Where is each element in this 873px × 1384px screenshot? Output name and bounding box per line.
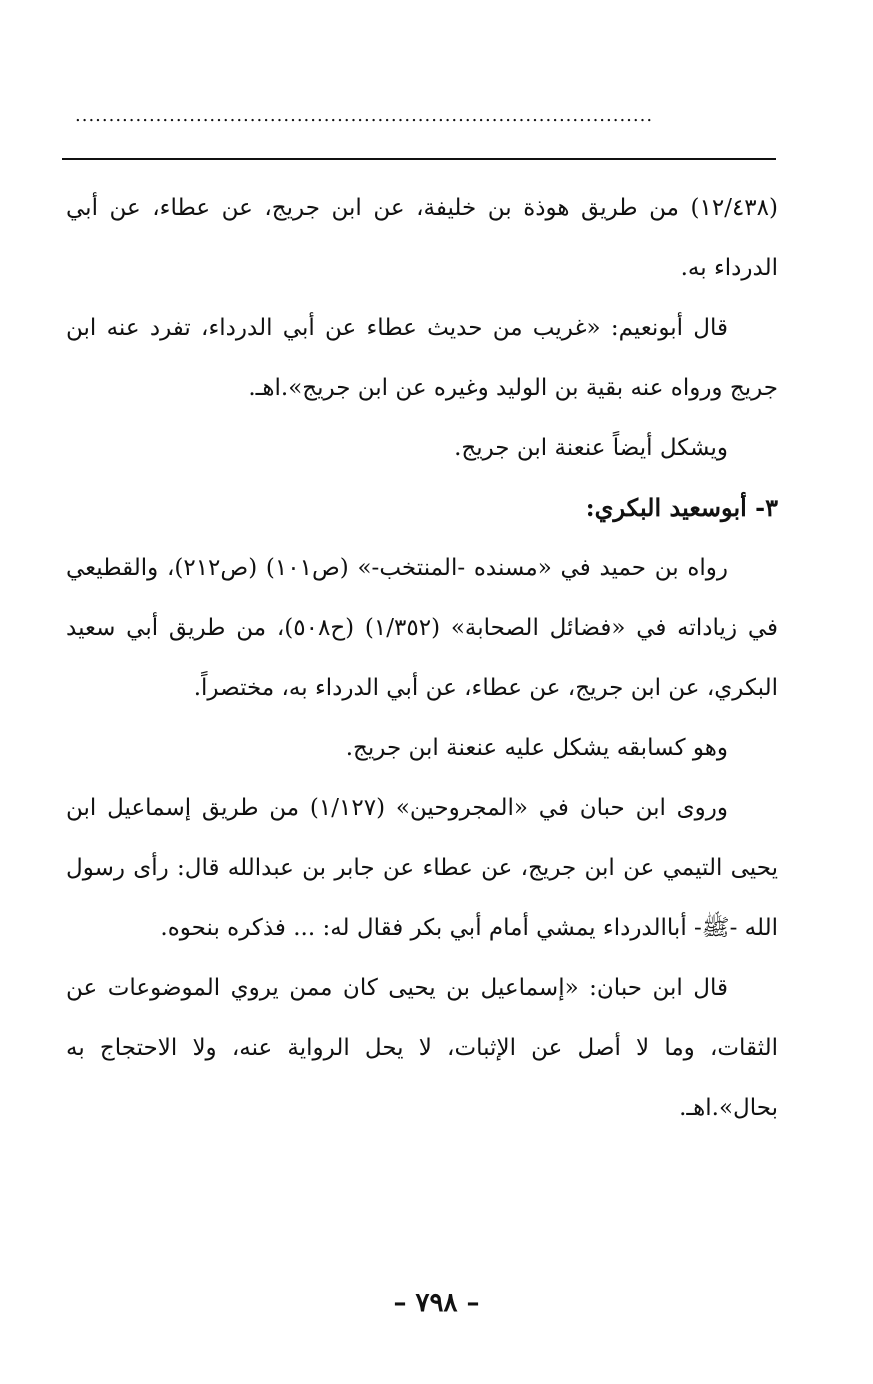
paragraph-2: قال أبونعيم: «غريب من حديث عطاء عن أبي الدرداء، تفرد عنه ابن جريج ورواه عنه بقية بن الوليد وغيره عن ابن جريج».اهـ. [66, 315, 778, 401]
footnote-rule [62, 158, 776, 160]
paragraph-6: وروى ابن حبان في «المجروحين» (١/١٢٧) من طريق إسماعيل ابن يحيى التيمي عن ابن جريج، عن عطاء عن جابر بن عبدالله قال: رأى رسول الله -ﷺ- أباالدرداء يمشي أمام أبي بكر فقال له: ... فذكره بنحوه. [66, 795, 778, 941]
paragraph-1: (١٢/٤٣٨) من طريق هوذة بن خليفة، عن ابن جريج، عن عطاء، عن أبي الدرداء به. [66, 195, 778, 281]
section-heading: ٣- أبوسعيد البكري: [585, 493, 778, 522]
footnote-separator-dots: ...................................................................................... [75, 106, 654, 126]
paragraph-3: ويشكل أيضاً عنعنة ابن جريج. [454, 435, 728, 461]
paragraph-5: وهو كسابقه يشكل عليه عنعنة ابن جريج. [345, 735, 728, 761]
paragraph-7: قال ابن حبان: «إسماعيل بن يحيى كان ممن يروي الموضوعات عن الثقات، وما لا أصل عن الإثبات، لا يحل الرواية عنه، ولا الاحتجاج به بحال».اهـ. [66, 975, 778, 1121]
paragraph-4: رواه بن حميد في «مسنده -المنتخب-» (ص١٠١) (ص٢١٢)، والقطيعي في زياداته في «فضائل الصحابة» (١/٣٥٢) (ح٥٠٨)، من طريق أبي سعيد البكري، عن ابن جريج، عن عطاء، عن أبي الدرداء به، مختصراً. [66, 555, 778, 701]
footnote-body [66, 178, 778, 1138]
page-number: – ٧٩٨ – [393, 1288, 480, 1318]
